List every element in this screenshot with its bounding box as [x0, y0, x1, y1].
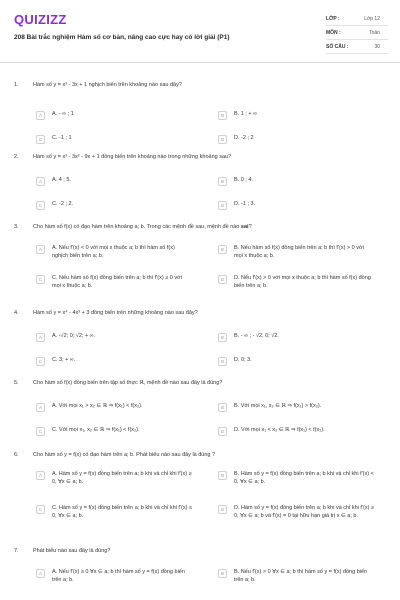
- option-letter-badge: D: [218, 275, 227, 284]
- question-text: Phát biểu nào sau đây là đúng?: [33, 548, 111, 554]
- option-b[interactable]: [218, 470, 374, 486]
- meta-key: SỐ CÂU :: [326, 43, 349, 50]
- option-letter-badge: A: [36, 177, 45, 186]
- question-6: [0, 452, 400, 544]
- option-d[interactable]: [218, 274, 374, 290]
- option-b[interactable]: [218, 402, 374, 412]
- option-text: B. 0 ; 4.: [234, 177, 253, 183]
- meta-value: Lớp 12: [364, 15, 380, 22]
- option-text: A. Với mọi x₁ > x₂ ∈ ℝ ⇒ f(x₁) < f(x₂).: [52, 403, 143, 409]
- option-a[interactable]: [36, 332, 192, 342]
- option-letter-badge: D: [218, 357, 227, 366]
- option-a[interactable]: [36, 568, 192, 584]
- question-number: 7.: [14, 548, 19, 554]
- option-b[interactable]: [218, 110, 374, 120]
- option-d[interactable]: [218, 504, 374, 520]
- option-d[interactable]: [218, 134, 374, 144]
- option-a[interactable]: [36, 470, 192, 486]
- question-number: 2.: [14, 154, 19, 160]
- question-5: [0, 380, 400, 440]
- option-letter-badge: B: [218, 333, 227, 342]
- option-c[interactable]: [36, 426, 192, 436]
- option-d[interactable]: [218, 356, 374, 366]
- option-letter-badge: C: [36, 275, 45, 284]
- question-7: [0, 548, 400, 598]
- option-letter-badge: D: [218, 135, 227, 144]
- option-text: A. Nếu f'(x) ≥ 0 ∀x ∈ a; b thì hàm số y = f(x) đồng biến trên a; b.: [52, 569, 185, 583]
- question-2: [0, 154, 400, 214]
- question-text: Cho hàm số f(x) đồng biến trên tập số thực ℝ, mệnh đề nào sau đây là đúng?: [33, 380, 223, 386]
- question-number: 3.: [14, 224, 19, 230]
- option-letter-badge: D: [218, 505, 227, 514]
- option-text: A. - ∞ ; 1: [52, 111, 74, 117]
- option-a[interactable]: [36, 176, 192, 186]
- option-text: C. Với mọi x₁, x₂ ∈ ℝ ⇒ f(x₁) < f(x₂).: [52, 427, 140, 433]
- option-c[interactable]: [36, 356, 192, 366]
- option-text: B. Hàm số y = f(x) đồng biến trên a; b khi và chỉ khi f'(x) < 0, ∀x ∈ a; b.: [234, 471, 374, 485]
- option-text: D. Hàm số y = f(x) đồng biến trên a; b khi và chỉ khi f'(x) ≥ 0, ∀x ∈ a; b và f'(x) = 0 tại hữu hạn giá trị x ∈ a; b.: [234, 505, 374, 519]
- meta-table: [326, 12, 388, 54]
- option-text: C. -2 ; 2.: [52, 201, 74, 207]
- option-letter-badge: A: [36, 111, 45, 120]
- option-text: B. Nếu hàm số f(x) đồng biến trên a; b thì f'(x) > 0 với mọi x thuộc a; b.: [234, 245, 364, 259]
- option-letter-badge: C: [36, 357, 45, 366]
- question-text: [33, 224, 385, 230]
- option-letter-badge: A: [36, 403, 45, 412]
- meta-row-subject: [326, 26, 388, 40]
- question-number: 5.: [14, 380, 19, 386]
- question-text-end: ?: [248, 224, 252, 230]
- meta-key: LỚP :: [326, 15, 340, 22]
- option-letter-badge: B: [218, 111, 227, 120]
- question-3: [0, 224, 400, 304]
- option-text: A. Nếu f'(x) < 0 với mọi x thuộc a; b thì hàm số f(x) nghịch biến trên a; b.: [52, 245, 175, 259]
- option-d[interactable]: [218, 426, 374, 436]
- meta-value: 30: [374, 43, 380, 50]
- question-number: 4.: [14, 310, 19, 316]
- document-title: 208 Bài trắc nghiệm Hàm số cơ bản, nâng cao cực hay có lời giải (P1): [14, 34, 230, 41]
- option-letter-badge: C: [36, 505, 45, 514]
- option-text: C. -1 ; 1: [52, 135, 72, 141]
- option-letter-badge: C: [36, 201, 45, 210]
- option-text: D. Với mọi x₁ < x₂ ∈ ℝ ⇒ f(x₁) < f(x₂).: [234, 427, 325, 433]
- worksheet-header: [0, 0, 400, 63]
- option-letter-badge: B: [218, 471, 227, 480]
- option-letter-badge: C: [36, 135, 45, 144]
- option-text: A. -√2; 0; √2; + ∞.: [52, 333, 96, 339]
- option-a[interactable]: [36, 110, 192, 120]
- option-text: A. 4 ; 5.: [52, 177, 71, 183]
- option-text: B. - ∞ ; - √2, 0; √2.: [234, 333, 279, 339]
- option-text: C. Hàm số y = f(x) đồng biến trên a; b khi và chỉ khi f'(x) ≤ 0, ∀x ∈ a; b.: [52, 505, 192, 519]
- question-text: Hàm số y = x³ - 3x + 1 nghịch biến trên khoảng nào sau đây?: [33, 82, 182, 88]
- option-c[interactable]: [36, 134, 192, 144]
- question-number: 1.: [14, 82, 19, 88]
- option-letter-badge: B: [218, 403, 227, 412]
- option-letter-badge: B: [218, 569, 227, 578]
- meta-row-count: [326, 40, 388, 54]
- option-a[interactable]: [36, 244, 192, 260]
- meta-value: Toán: [369, 29, 380, 36]
- quizizz-logo: QUIZIZZ: [14, 12, 67, 27]
- option-letter-badge: D: [218, 427, 227, 436]
- option-letter-badge: B: [218, 245, 227, 254]
- option-c[interactable]: [36, 200, 192, 210]
- question-text-emphasis: sai: [240, 224, 249, 230]
- option-c[interactable]: [36, 274, 192, 290]
- option-b[interactable]: [218, 244, 374, 260]
- option-b[interactable]: [218, 568, 374, 584]
- option-text: B. Với mọi x₁, x₂ ∈ ℝ ⇒ f(x₁) > f(x₂).: [234, 403, 322, 409]
- question-1: [0, 82, 400, 142]
- option-letter-badge: A: [36, 471, 45, 480]
- option-b[interactable]: [218, 332, 374, 342]
- option-text: C. 3; + ∞.: [52, 357, 76, 363]
- option-text: D. -1 ; 3.: [234, 201, 256, 207]
- question-4: [0, 310, 400, 370]
- meta-row-class: [326, 12, 388, 26]
- option-text: D. 0; 3.: [234, 357, 252, 363]
- option-letter-badge: A: [36, 333, 45, 342]
- option-a[interactable]: [36, 402, 192, 412]
- option-text: D. -2 ; 2: [234, 135, 254, 141]
- option-text: A. Hàm số y = f(x) đồng biến trên a; b khi và chỉ khi f'(x) ≥ 0, ∀x ∈ a; b.: [52, 471, 192, 485]
- option-b[interactable]: [218, 176, 374, 186]
- option-d[interactable]: [218, 200, 374, 210]
- option-letter-badge: D: [218, 201, 227, 210]
- option-letter-badge: A: [36, 569, 45, 578]
- option-letter-badge: C: [36, 427, 45, 436]
- question-text: Cho hàm số y = f(x) có đạo hàm trên a; b. Phát biểu nào sau đây là đúng ?: [33, 452, 216, 458]
- option-letter-badge: B: [218, 177, 227, 186]
- option-letter-badge: A: [36, 245, 45, 254]
- question-text: Hàm số y = x⁴ - 4x³ + 3 đồng biến trên những khoảng nào sau đây?: [33, 310, 198, 316]
- question-number: 6.: [14, 452, 19, 458]
- option-text: B. 1 ; + ∞: [234, 111, 258, 117]
- option-text: B. Nếu f'(x) > 0 ∀x ∈ a; b thì hàm số y = f(x) đồng biến trên a; b.: [234, 569, 368, 583]
- option-text: C. Nếu hàm số f(x) đồng biến trên a; b thì f'(x) ≥ 0 với mọi x thuộc a; b.: [52, 275, 182, 289]
- meta-key: MÔN :: [326, 29, 341, 36]
- question-text-main: Cho hàm số f(x) có đạo hàm trên khoảng a; b. Trong các mệnh đề sau, mệnh đề nào: [33, 224, 241, 230]
- question-text: Hàm số y = x³ - 3x² - 9x + 1 đồng biến trên khoảng nào trong những khoảng sau?: [33, 154, 232, 160]
- option-c[interactable]: [36, 504, 192, 520]
- option-text: D. Nếu f'(x) > 0 với mọi x thuộc a; b thì hàm số f(x) đồng biến trên a; b.: [234, 275, 371, 289]
